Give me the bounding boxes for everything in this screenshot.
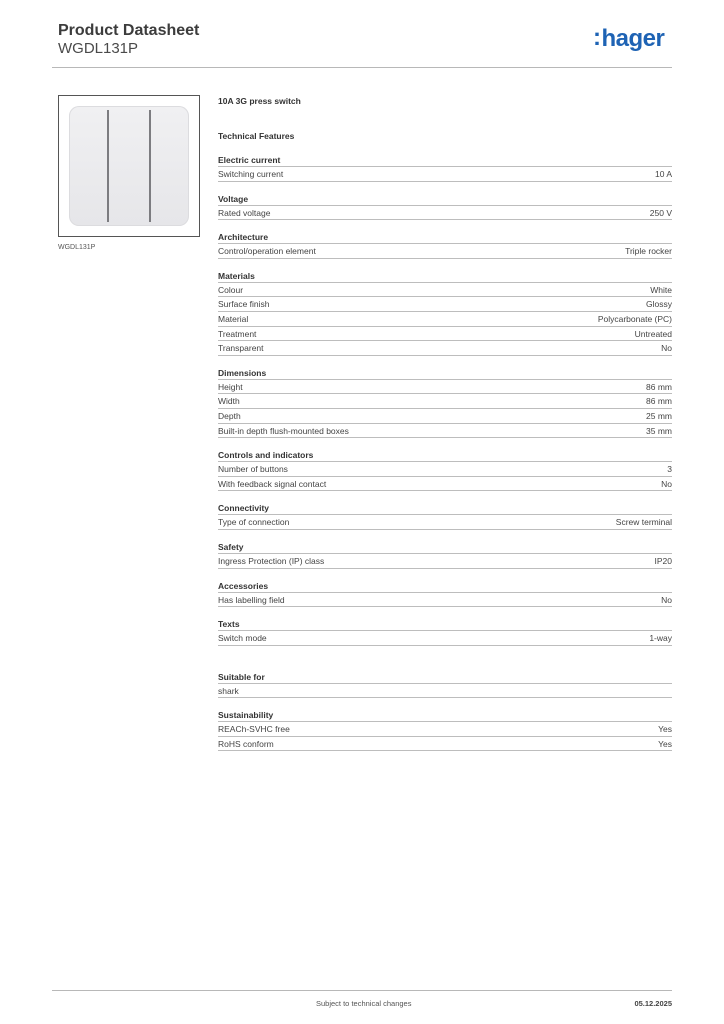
row-value: 86 mm	[646, 396, 672, 407]
table-row	[218, 297, 672, 312]
feature-group	[218, 194, 672, 221]
table-row	[218, 394, 672, 409]
feature-group	[218, 368, 672, 438]
table-row	[218, 380, 672, 395]
logo-mark-icon: :	[593, 24, 601, 51]
rocker-divider	[149, 110, 151, 222]
header-divider	[52, 67, 672, 68]
table-row	[218, 477, 672, 492]
rocker-divider	[107, 110, 109, 222]
table-row	[218, 722, 672, 737]
footer-note: Subject to technical changes	[316, 999, 412, 1008]
row-value: Polycarbonate (PC)	[597, 313, 672, 324]
table-row	[218, 554, 672, 569]
table-row	[218, 167, 672, 182]
row-label: Width	[218, 396, 240, 407]
table-row	[218, 283, 672, 298]
row-value: Yes	[658, 724, 672, 735]
group-title: Sustainability	[218, 710, 672, 722]
group-title: Connectivity	[218, 503, 672, 515]
product-code: WGDL131P	[58, 40, 139, 57]
feature-group	[218, 542, 672, 569]
image-caption: WGDL131P	[58, 244, 96, 251]
row-label: Transparent	[218, 343, 264, 354]
row-label: shark	[218, 685, 239, 696]
row-value: No	[661, 594, 672, 605]
feature-group	[218, 672, 672, 699]
row-value: 86 mm	[646, 381, 672, 392]
row-label: With feedback signal contact	[218, 478, 327, 489]
row-label: REACh-SVHC free	[218, 724, 290, 735]
group-title: Electric current	[218, 155, 672, 167]
row-value: No	[661, 343, 672, 354]
brand-logo	[593, 24, 665, 52]
row-value: 3	[667, 464, 672, 475]
row-label: Height	[218, 381, 243, 392]
row-label: Switch mode	[218, 633, 267, 644]
footer-date: 05.12.2025	[634, 999, 672, 1008]
page-title: Product Datasheet	[58, 22, 200, 39]
table-row	[218, 631, 672, 646]
feature-group	[218, 271, 672, 356]
switch-illustration	[69, 106, 189, 226]
table-row	[218, 737, 672, 752]
row-label: Treatment	[218, 328, 257, 339]
feature-group	[218, 232, 672, 259]
row-label: Switching current	[218, 169, 284, 179]
group-title: Dimensions	[218, 368, 672, 380]
table-row	[218, 206, 672, 221]
product-image	[58, 95, 200, 237]
feature-group	[218, 619, 672, 646]
table-row	[218, 244, 672, 259]
feature-group	[218, 710, 672, 751]
row-value: 25 mm	[646, 410, 672, 421]
group-title: Accessories	[218, 581, 672, 593]
feature-group	[218, 155, 672, 182]
feature-groups	[218, 155, 672, 751]
row-value: IP20	[654, 555, 672, 566]
table-row	[218, 312, 672, 327]
row-value: Glossy	[646, 299, 672, 310]
table-row	[218, 684, 672, 699]
row-label: Surface finish	[218, 299, 270, 310]
feature-group	[218, 450, 672, 491]
table-row	[218, 462, 672, 477]
row-label: Has labelling field	[218, 594, 285, 605]
row-value: Triple rocker	[625, 246, 672, 257]
row-value: 10 A	[654, 169, 672, 179]
row-label: Colour	[218, 284, 244, 295]
row-value: White	[650, 284, 672, 295]
row-label: Rated voltage	[218, 207, 271, 218]
footer-divider	[52, 990, 672, 991]
row-value: 250 V	[649, 207, 672, 218]
row-label: RoHS conform	[218, 738, 274, 749]
features-title: Technical Features	[218, 131, 295, 141]
row-label: Type of connection	[218, 517, 290, 528]
table-row	[218, 593, 672, 608]
row-label: Built-in depth flush-mounted boxes	[218, 425, 349, 436]
datasheet-content	[218, 95, 672, 763]
table-row	[218, 515, 672, 530]
row-value: 1-way	[649, 633, 672, 644]
table-row	[218, 327, 672, 342]
row-label: Control/operation element	[218, 246, 316, 257]
group-title: Texts	[218, 619, 672, 631]
row-label: Material	[218, 313, 249, 324]
feature-group	[218, 503, 672, 530]
group-title: Suitable for	[218, 672, 672, 684]
group-title: Safety	[218, 542, 672, 554]
brand-name: hager	[601, 25, 665, 52]
row-label: Number of buttons	[218, 464, 288, 475]
group-title: Materials	[218, 271, 672, 283]
row-label: Ingress Protection (IP) class	[218, 555, 325, 566]
group-title: Architecture	[218, 232, 672, 244]
table-row	[218, 424, 672, 439]
product-name: 10A 3G press switch	[218, 96, 301, 106]
table-row	[218, 341, 672, 356]
row-value: 35 mm	[646, 425, 672, 436]
feature-group	[218, 581, 672, 608]
row-value: Yes	[658, 738, 672, 749]
row-value: Screw terminal	[615, 517, 672, 528]
group-title: Controls and indicators	[218, 450, 672, 462]
row-value: Untreated	[634, 328, 672, 339]
group-title: Voltage	[218, 194, 672, 206]
table-row	[218, 409, 672, 424]
row-label: Depth	[218, 410, 241, 421]
row-value: No	[661, 478, 672, 489]
